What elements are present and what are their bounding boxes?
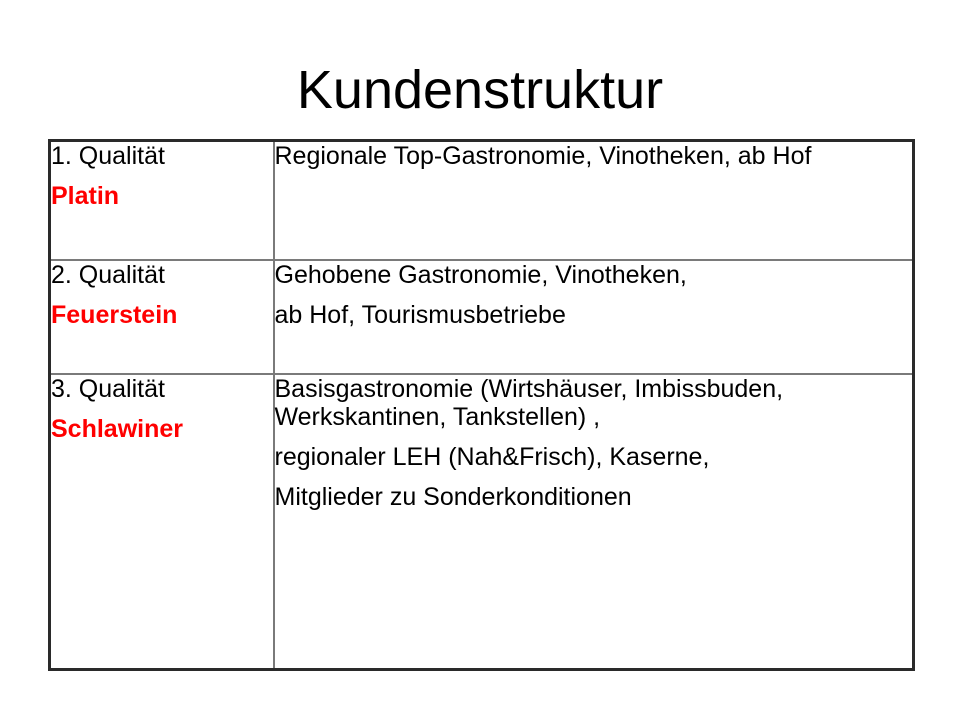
table-row	[50, 141, 914, 260]
page-title: Kundenstruktur	[296, 60, 664, 120]
quality-name: Platin	[51, 182, 120, 210]
description-cell	[274, 374, 914, 670]
quality-label: 2. Qualität	[51, 260, 165, 289]
customer-structure-table	[48, 139, 915, 671]
description-text: ab Hof, Tourismusbetriebe	[274, 300, 566, 329]
description-text: regionaler LEH (Nah&Frisch), Kaserne,	[274, 442, 710, 471]
description-text: Regionale Top-Gastronomie, Vinotheken, ab Hof	[274, 142, 812, 170]
description-text: Basisgastronomie (Wirtshäuser, Imbissbuden, Werkskantinen, Tankstellen) ,	[274, 374, 784, 431]
quality-name: Schlawiner	[51, 414, 183, 443]
description-cell	[274, 141, 914, 260]
quality-cell	[50, 141, 274, 260]
description-text: Gehobene Gastronomie, Vinotheken,	[274, 260, 687, 289]
quality-cell	[50, 260, 274, 374]
table-row	[50, 260, 914, 374]
description-cell	[274, 260, 914, 374]
table-row	[50, 374, 914, 670]
quality-cell	[50, 374, 274, 670]
quality-name: Feuerstein	[51, 300, 178, 329]
quality-label: 1. Qualität	[51, 142, 165, 170]
quality-label: 3. Qualität	[51, 374, 165, 403]
description-text: Mitglieder zu Sonderkonditionen	[274, 482, 632, 511]
